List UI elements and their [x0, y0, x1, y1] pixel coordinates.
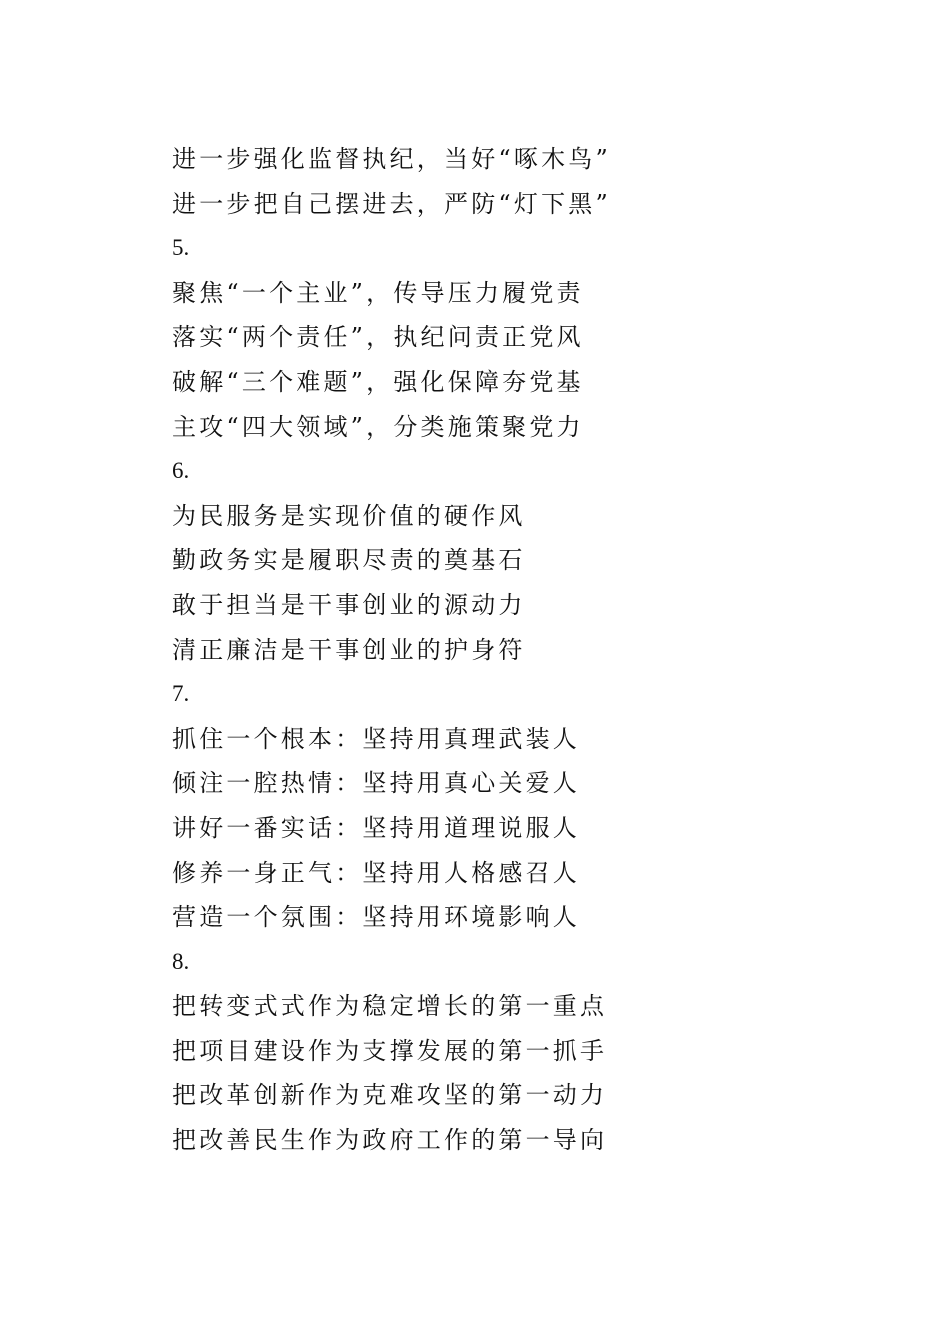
- text-line: 进一步强化监督执纪，当好“啄木鸟”: [172, 145, 611, 173]
- text-line: 把项目建设作为支撑发展的第一抓手: [172, 1036, 608, 1065]
- text-line: 为民服务是实现价值的硬作风: [172, 501, 526, 530]
- text-line: 破解“三个难题”，强化保障夯党基: [172, 367, 584, 396]
- text-line: 落实“两个责任”，执纪问责正党风: [172, 323, 584, 352]
- text-line: 勤政务实是履职尽责的奠基石: [172, 546, 526, 575]
- text-line: 抓住一个根本：坚持用真理武装人: [172, 724, 580, 753]
- text-line: 把改善民生作为政府工作的第一导向: [172, 1126, 608, 1155]
- text-line: 修养一身正气：坚持用人格感召人: [172, 858, 580, 887]
- text-line: 敢于担当是干事创业的源动力: [172, 590, 526, 619]
- text-line: 把转变式式作为稳定增长的第一重点: [172, 992, 608, 1021]
- document-body: [172, 137, 892, 1163]
- text-line: 讲好一番实话：坚持用道理说服人: [172, 813, 580, 842]
- text-line: 营造一个氛围：坚持用环境影响人: [172, 903, 580, 932]
- text-line: 聚焦“一个主业”，传导压力履党责: [172, 278, 584, 307]
- text-line: 主攻“四大领域”，分类施策聚党力: [172, 412, 584, 441]
- text-line: 倾注一腔热情：坚持用真心关爱人: [172, 769, 580, 798]
- section-number: 6.: [172, 458, 190, 484]
- text-line: 清正廉洁是干事创业的护身符: [172, 635, 526, 664]
- section-number: 5.: [172, 235, 190, 261]
- section-number: 8.: [172, 948, 190, 974]
- section-number: 7.: [172, 681, 190, 707]
- text-line: 把改革创新作为克难攻坚的第一动力: [172, 1081, 608, 1110]
- text-line: 进一步把自己摆进去，严防“灯下黑”: [172, 189, 611, 218]
